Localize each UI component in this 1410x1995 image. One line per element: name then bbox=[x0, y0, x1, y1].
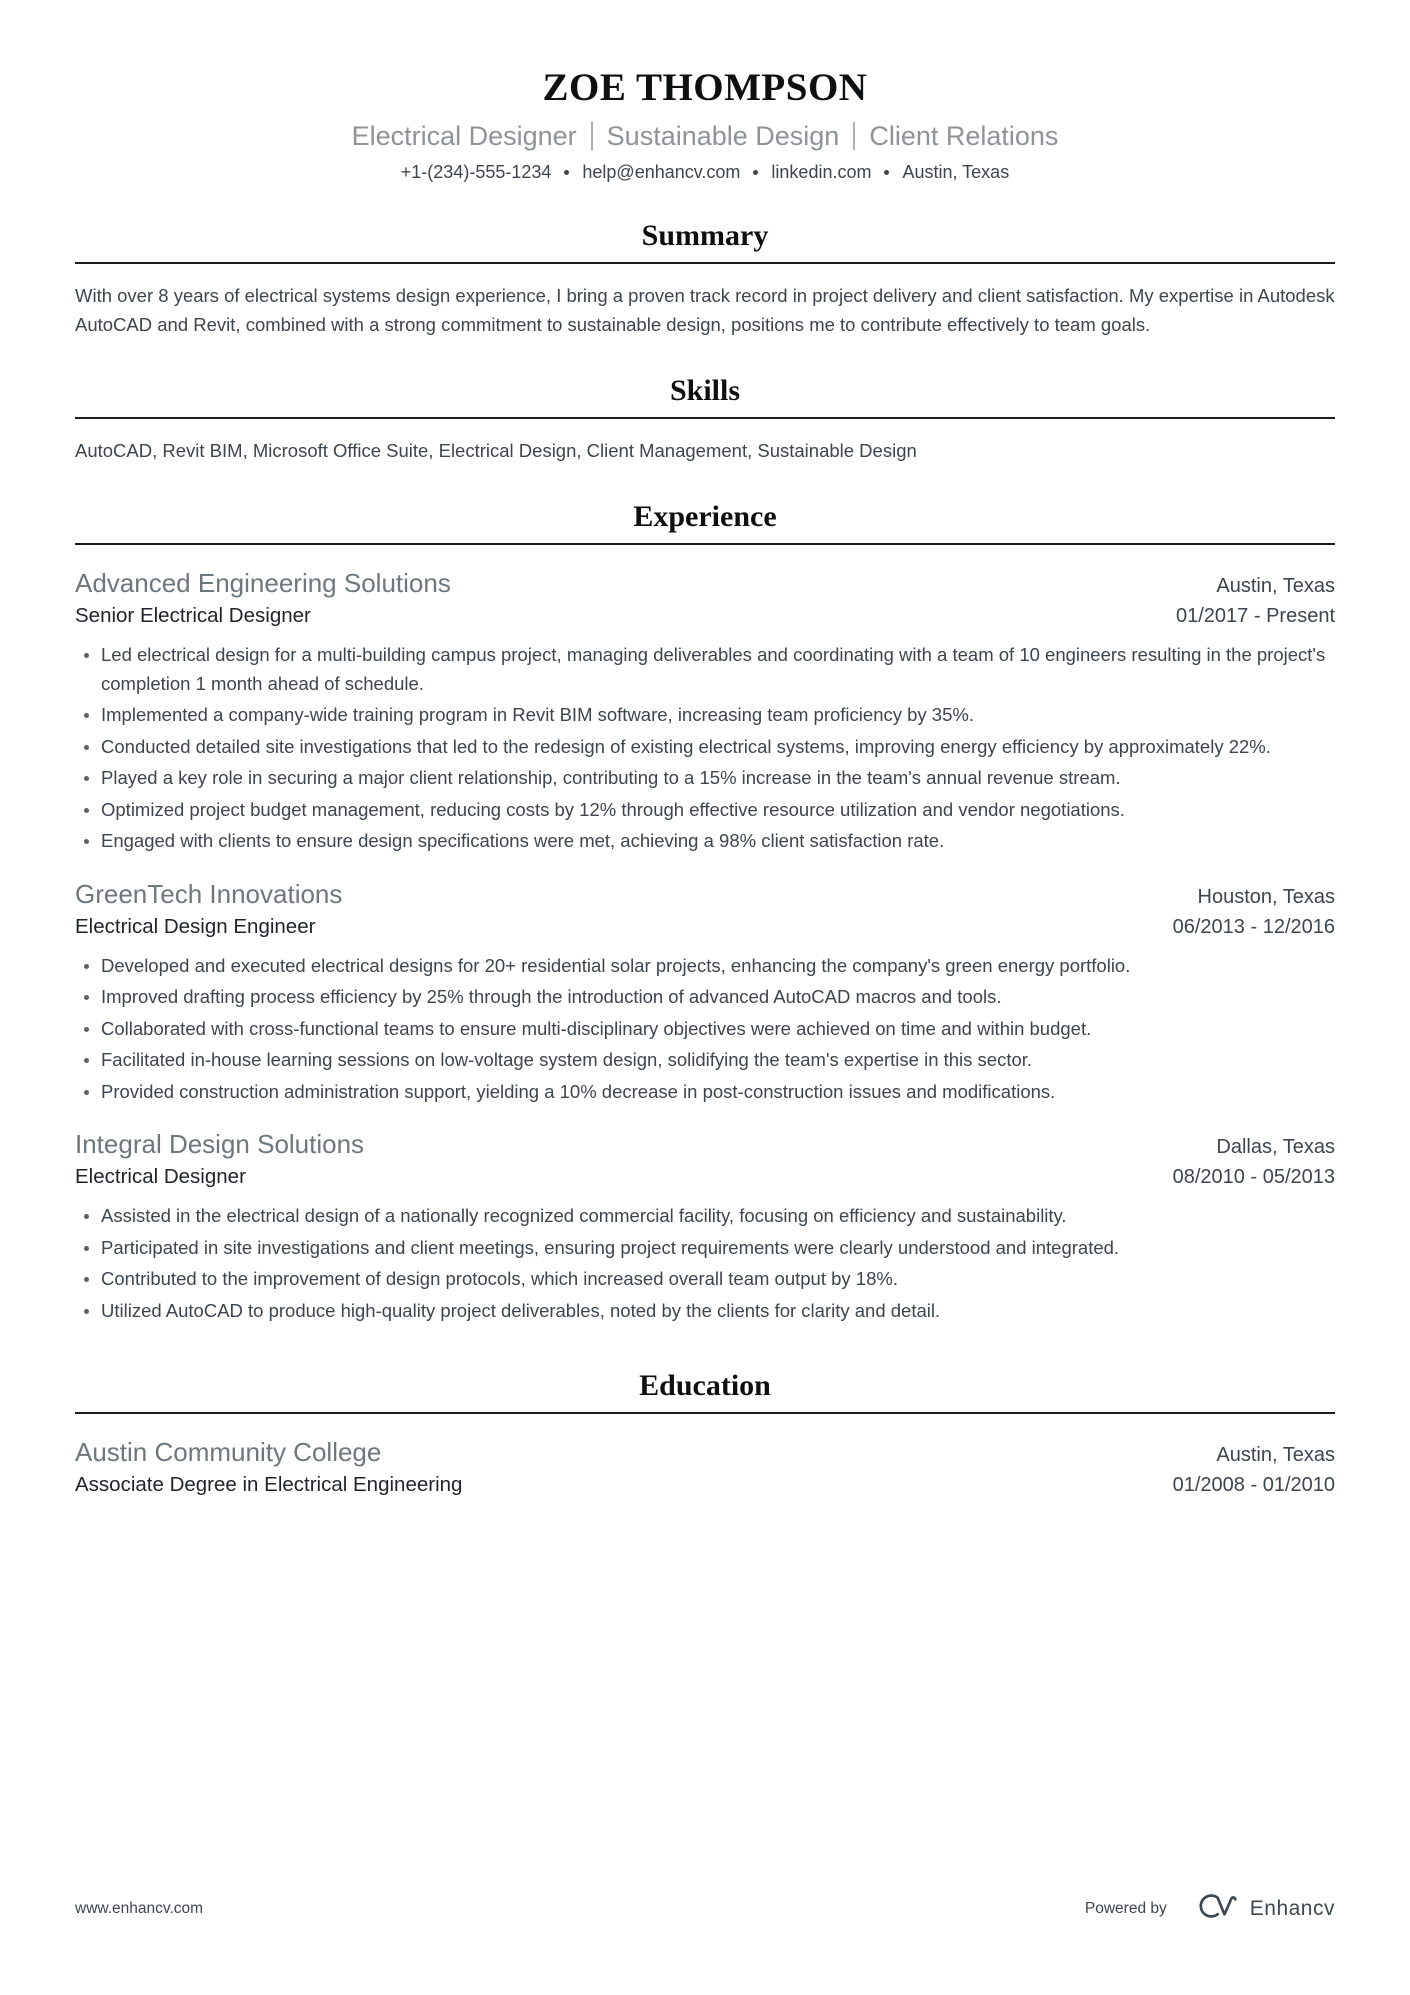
bullet-item: Provided construction administration support, yielding a 10% decrease in post-construction issues and modifications. bbox=[75, 1078, 1335, 1107]
section-divider bbox=[75, 543, 1335, 545]
job-location: Austin, Texas bbox=[1216, 575, 1335, 597]
bullet-item: Led electrical design for a multi-building campus project, managing deliverables and coordinating with a team of 10 engineers resulting in the project's completion 1 month ahead of schedule. bbox=[75, 641, 1335, 698]
experience-entry bbox=[75, 567, 1335, 856]
bullet-item: Developed and executed electrical designs for 20+ residential solar projects, enhancing the company's green energy portfolio. bbox=[75, 952, 1335, 981]
section-education bbox=[75, 1368, 1335, 1499]
company-name: GreenTech Innovations bbox=[75, 878, 343, 909]
job-location: Dallas, Texas bbox=[1216, 1136, 1335, 1158]
phone-number: +1-(234)-555-1234 bbox=[400, 162, 552, 182]
contact-line bbox=[75, 160, 1335, 184]
skills-list: AutoCAD, Revit BIM, Microsoft Office Suite, Electrical Design, Client Management, Sustainable Design bbox=[75, 440, 917, 461]
experience-entry bbox=[75, 878, 1335, 1107]
job-bullets bbox=[75, 641, 1335, 856]
resume-header bbox=[75, 66, 1335, 184]
location-text: Austin, Texas bbox=[902, 162, 1010, 182]
tagline-part: Client Relations bbox=[869, 121, 1059, 151]
page-footer bbox=[75, 1892, 1335, 1925]
section-title: Education bbox=[639, 1369, 771, 1402]
job-bullets bbox=[75, 952, 1335, 1107]
job-title: Electrical Design Engineer bbox=[75, 914, 316, 938]
job-dates: 06/2013 - 12/2016 bbox=[1172, 915, 1335, 938]
education-dates: 01/2008 - 01/2010 bbox=[1172, 1474, 1335, 1496]
linkedin-link: linkedin.com bbox=[771, 162, 872, 182]
powered-by-label: Powered by bbox=[1084, 1899, 1167, 1917]
email-address: help@enhancv.com bbox=[582, 162, 741, 182]
bullet-item: Assisted in the electrical design of a nationally recognized commercial facility, focusing on efficiency and sustainability. bbox=[75, 1202, 1335, 1231]
company-name: Advanced Engineering Solutions bbox=[75, 568, 451, 598]
enhancv-brand-name[interactable]: Enhancv bbox=[1249, 1896, 1335, 1920]
degree-name: Associate Degree in Electrical Engineering bbox=[75, 1473, 463, 1496]
section-title: Summary bbox=[641, 219, 769, 252]
job-bullets bbox=[75, 1202, 1335, 1325]
tagline bbox=[75, 119, 1335, 153]
section-divider bbox=[75, 1412, 1335, 1414]
job-dates: 08/2010 - 05/2013 bbox=[1172, 1166, 1335, 1188]
tagline-part: Sustainable Design bbox=[606, 121, 840, 151]
bullet-item: Improved drafting process efficiency by 25% through the introduction of advanced AutoCAD macros and tools. bbox=[75, 983, 1335, 1012]
tagline-separator bbox=[853, 122, 855, 150]
candidate-name: ZOE THOMPSON bbox=[542, 66, 868, 109]
bullet-item: Collaborated with cross-functional teams to ensure multi-disciplinary objectives were achieved on time and within budget. bbox=[75, 1015, 1335, 1044]
bullet-item: Facilitated in-house learning sessions on low-voltage system design, solidifying the team's expertise in this sector. bbox=[75, 1046, 1335, 1075]
bullet-item: Implemented a company-wide training program in Revit BIM software, increasing team proficiency by 35%. bbox=[75, 701, 1335, 730]
education-entry bbox=[75, 1436, 1335, 1499]
experience-entry bbox=[75, 1128, 1335, 1325]
school-name: Austin Community College bbox=[75, 1437, 382, 1467]
enhancv-logo-icon bbox=[1193, 1892, 1239, 1925]
section-divider bbox=[75, 417, 1335, 419]
company-name: Integral Design Solutions bbox=[75, 1129, 365, 1159]
section-experience bbox=[75, 499, 1335, 1328]
footer-branding bbox=[1085, 1892, 1335, 1925]
bullet-item: Participated in site investigations and client meetings, ensuring project requirements were clearly understood and integrated. bbox=[75, 1234, 1335, 1263]
section-title: Skills bbox=[669, 374, 741, 407]
bullet-item: Optimized project budget management, reducing costs by 12% through effective resource utilization and vendor negotiations. bbox=[75, 796, 1335, 825]
tagline-separator bbox=[591, 122, 593, 150]
section-divider bbox=[75, 262, 1335, 264]
section-summary bbox=[75, 218, 1335, 339]
dot-separator bbox=[884, 170, 889, 175]
section-skills bbox=[75, 373, 1335, 465]
bullet-item: Played a key role in securing a major client relationship, contributing to a 15% increase in the team's annual revenue stream. bbox=[75, 764, 1335, 793]
section-title: Experience bbox=[633, 500, 777, 533]
bullet-item: Utilized AutoCAD to produce high-quality project deliverables, noted by the clients for clarity and detail. bbox=[75, 1297, 1335, 1326]
tagline-part: Electrical Designer bbox=[351, 121, 577, 151]
footer-website-link[interactable]: www.enhancv.com bbox=[75, 1899, 204, 1917]
dot-separator bbox=[753, 170, 758, 175]
job-dates: 01/2017 - Present bbox=[1176, 605, 1335, 627]
bullet-item: Engaged with clients to ensure design specifications were met, achieving a 98% client satisfaction rate. bbox=[75, 827, 1335, 856]
summary-text: With over 8 years of electrical systems design experience, I bring a proven track record in project delivery and client satisfaction. My expertise in Autodesk AutoCAD and Revit, combined with a strong commitment to sustainable design, positions me to contribute effectively to team goals. bbox=[75, 285, 1335, 335]
school-location: Austin, Texas bbox=[1216, 1444, 1335, 1466]
job-location: Houston, Texas bbox=[1197, 885, 1335, 908]
bullet-item: Conducted detailed site investigations that led to the redesign of existing electrical systems, improving energy efficiency by approximately 22%. bbox=[75, 733, 1335, 762]
bullet-item: Contributed to the improvement of design protocols, which increased overall team output by 18%. bbox=[75, 1265, 1335, 1294]
job-title: Senior Electrical Designer bbox=[75, 604, 311, 627]
dot-separator bbox=[564, 170, 569, 175]
job-title: Electrical Designer bbox=[75, 1165, 246, 1188]
